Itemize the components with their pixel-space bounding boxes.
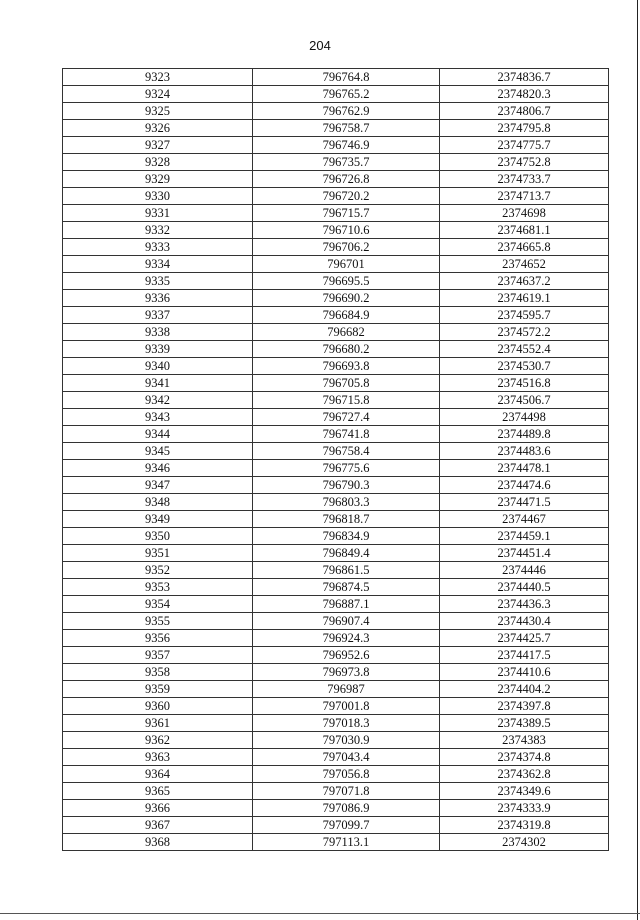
table-row bbox=[63, 222, 609, 239]
point-number-cell: 9336 bbox=[63, 290, 253, 307]
x-coordinate-cell: 796705.8 bbox=[253, 375, 440, 392]
point-number-cell: 9340 bbox=[63, 358, 253, 375]
x-coordinate-cell: 797071.8 bbox=[253, 783, 440, 800]
y-coordinate-cell: 2374446 bbox=[440, 562, 609, 579]
point-number-cell: 9363 bbox=[63, 749, 253, 766]
point-number-cell: 9327 bbox=[63, 137, 253, 154]
table-row bbox=[63, 375, 609, 392]
table-row bbox=[63, 290, 609, 307]
point-number-cell: 9368 bbox=[63, 834, 253, 851]
y-coordinate-cell: 2374506.7 bbox=[440, 392, 609, 409]
y-coordinate-cell: 2374619.1 bbox=[440, 290, 609, 307]
table-row bbox=[63, 698, 609, 715]
point-number-cell: 9344 bbox=[63, 426, 253, 443]
point-number-cell: 9355 bbox=[63, 613, 253, 630]
y-coordinate-cell: 2374471.5 bbox=[440, 494, 609, 511]
table-row bbox=[63, 545, 609, 562]
y-coordinate-cell: 2374530.7 bbox=[440, 358, 609, 375]
x-coordinate-cell: 796861.5 bbox=[253, 562, 440, 579]
x-coordinate-cell: 796715.7 bbox=[253, 205, 440, 222]
point-number-cell: 9358 bbox=[63, 664, 253, 681]
x-coordinate-cell: 796735.7 bbox=[253, 154, 440, 171]
y-coordinate-cell: 2374752.8 bbox=[440, 154, 609, 171]
x-coordinate-cell: 797099.7 bbox=[253, 817, 440, 834]
point-number-cell: 9353 bbox=[63, 579, 253, 596]
x-coordinate-cell: 797056.8 bbox=[253, 766, 440, 783]
table-row bbox=[63, 69, 609, 86]
point-number-cell: 9347 bbox=[63, 477, 253, 494]
y-coordinate-cell: 2374389.5 bbox=[440, 715, 609, 732]
table-row bbox=[63, 647, 609, 664]
y-coordinate-cell: 2374374.8 bbox=[440, 749, 609, 766]
page-number: 204 bbox=[309, 38, 331, 53]
x-coordinate-cell: 796680.2 bbox=[253, 341, 440, 358]
table-row bbox=[63, 477, 609, 494]
x-coordinate-cell: 797113.1 bbox=[253, 834, 440, 851]
y-coordinate-cell: 2374319.8 bbox=[440, 817, 609, 834]
point-number-cell: 9331 bbox=[63, 205, 253, 222]
point-number-cell: 9361 bbox=[63, 715, 253, 732]
table-row bbox=[63, 460, 609, 477]
y-coordinate-cell: 2374552.4 bbox=[440, 341, 609, 358]
point-number-cell: 9333 bbox=[63, 239, 253, 256]
x-coordinate-cell: 796727.4 bbox=[253, 409, 440, 426]
table-row bbox=[63, 358, 609, 375]
table-row bbox=[63, 341, 609, 358]
x-coordinate-cell: 796765.2 bbox=[253, 86, 440, 103]
table-row bbox=[63, 834, 609, 851]
x-coordinate-cell: 796775.6 bbox=[253, 460, 440, 477]
x-coordinate-cell: 796907.4 bbox=[253, 613, 440, 630]
x-coordinate-cell: 796706.2 bbox=[253, 239, 440, 256]
point-number-cell: 9335 bbox=[63, 273, 253, 290]
x-coordinate-cell: 796695.5 bbox=[253, 273, 440, 290]
x-coordinate-cell: 796834.9 bbox=[253, 528, 440, 545]
y-coordinate-cell: 2374383 bbox=[440, 732, 609, 749]
x-coordinate-cell: 796758.4 bbox=[253, 443, 440, 460]
x-coordinate-cell: 796710.6 bbox=[253, 222, 440, 239]
point-number-cell: 9324 bbox=[63, 86, 253, 103]
y-coordinate-cell: 2374451.4 bbox=[440, 545, 609, 562]
point-number-cell: 9359 bbox=[63, 681, 253, 698]
y-coordinate-cell: 2374637.2 bbox=[440, 273, 609, 290]
table-row bbox=[63, 171, 609, 188]
point-number-cell: 9332 bbox=[63, 222, 253, 239]
table-row bbox=[63, 409, 609, 426]
table-row bbox=[63, 324, 609, 341]
y-coordinate-cell: 2374425.7 bbox=[440, 630, 609, 647]
point-number-cell: 9348 bbox=[63, 494, 253, 511]
x-coordinate-cell: 797086.9 bbox=[253, 800, 440, 817]
point-number-cell: 9343 bbox=[63, 409, 253, 426]
x-coordinate-cell: 797030.9 bbox=[253, 732, 440, 749]
y-coordinate-cell: 2374652 bbox=[440, 256, 609, 273]
y-coordinate-cell: 2374333.9 bbox=[440, 800, 609, 817]
x-coordinate-cell: 796690.2 bbox=[253, 290, 440, 307]
table-row bbox=[63, 562, 609, 579]
point-number-cell: 9330 bbox=[63, 188, 253, 205]
y-coordinate-cell: 2374349.6 bbox=[440, 783, 609, 800]
point-number-cell: 9352 bbox=[63, 562, 253, 579]
y-coordinate-cell: 2374665.8 bbox=[440, 239, 609, 256]
y-coordinate-cell: 2374698 bbox=[440, 205, 609, 222]
x-coordinate-cell: 796746.9 bbox=[253, 137, 440, 154]
y-coordinate-cell: 2374795.8 bbox=[440, 120, 609, 137]
x-coordinate-cell: 797043.4 bbox=[253, 749, 440, 766]
table-row bbox=[63, 392, 609, 409]
x-coordinate-cell: 796973.8 bbox=[253, 664, 440, 681]
point-number-cell: 9365 bbox=[63, 783, 253, 800]
y-coordinate-cell: 2374467 bbox=[440, 511, 609, 528]
point-number-cell: 9325 bbox=[63, 103, 253, 120]
page-bottom-line bbox=[0, 913, 640, 914]
table-row bbox=[63, 579, 609, 596]
y-coordinate-cell: 2374436.3 bbox=[440, 596, 609, 613]
point-number-cell: 9326 bbox=[63, 120, 253, 137]
x-coordinate-cell: 797018.3 bbox=[253, 715, 440, 732]
y-coordinate-cell: 2374474.6 bbox=[440, 477, 609, 494]
point-number-cell: 9342 bbox=[63, 392, 253, 409]
table-row bbox=[63, 613, 609, 630]
y-coordinate-cell: 2374489.8 bbox=[440, 426, 609, 443]
table-row bbox=[63, 86, 609, 103]
point-number-cell: 9328 bbox=[63, 154, 253, 171]
point-number-cell: 9329 bbox=[63, 171, 253, 188]
table-row bbox=[63, 154, 609, 171]
x-coordinate-cell: 796803.3 bbox=[253, 494, 440, 511]
table-row bbox=[63, 239, 609, 256]
page-edge bbox=[637, 0, 638, 920]
y-coordinate-cell: 2374775.7 bbox=[440, 137, 609, 154]
table-row bbox=[63, 681, 609, 698]
y-coordinate-cell: 2374362.8 bbox=[440, 766, 609, 783]
y-coordinate-cell: 2374410.6 bbox=[440, 664, 609, 681]
y-coordinate-cell: 2374417.5 bbox=[440, 647, 609, 664]
x-coordinate-cell: 796952.6 bbox=[253, 647, 440, 664]
table-row bbox=[63, 511, 609, 528]
point-number-cell: 9367 bbox=[63, 817, 253, 834]
point-number-cell: 9362 bbox=[63, 732, 253, 749]
x-coordinate-cell: 796693.8 bbox=[253, 358, 440, 375]
point-number-cell: 9323 bbox=[63, 69, 253, 86]
point-number-cell: 9338 bbox=[63, 324, 253, 341]
table-row bbox=[63, 630, 609, 647]
table-row bbox=[63, 137, 609, 154]
y-coordinate-cell: 2374404.2 bbox=[440, 681, 609, 698]
y-coordinate-cell: 2374498 bbox=[440, 409, 609, 426]
point-number-cell: 9360 bbox=[63, 698, 253, 715]
point-number-cell: 9345 bbox=[63, 443, 253, 460]
table-row bbox=[63, 443, 609, 460]
table-row bbox=[63, 103, 609, 120]
y-coordinate-cell: 2374681.1 bbox=[440, 222, 609, 239]
table-row bbox=[63, 205, 609, 222]
point-number-cell: 9349 bbox=[63, 511, 253, 528]
x-coordinate-cell: 796715.8 bbox=[253, 392, 440, 409]
y-coordinate-cell: 2374806.7 bbox=[440, 103, 609, 120]
x-coordinate-cell: 796682 bbox=[253, 324, 440, 341]
table-row bbox=[63, 715, 609, 732]
table-row bbox=[63, 188, 609, 205]
point-number-cell: 9364 bbox=[63, 766, 253, 783]
table-row bbox=[63, 426, 609, 443]
x-coordinate-cell: 796818.7 bbox=[253, 511, 440, 528]
point-number-cell: 9339 bbox=[63, 341, 253, 358]
point-number-cell: 9354 bbox=[63, 596, 253, 613]
y-coordinate-cell: 2374430.4 bbox=[440, 613, 609, 630]
x-coordinate-cell: 796887.1 bbox=[253, 596, 440, 613]
y-coordinate-cell: 2374820.3 bbox=[440, 86, 609, 103]
table-row bbox=[63, 256, 609, 273]
y-coordinate-cell: 2374440.5 bbox=[440, 579, 609, 596]
x-coordinate-cell: 796790.3 bbox=[253, 477, 440, 494]
table-row bbox=[63, 800, 609, 817]
x-coordinate-cell: 796758.7 bbox=[253, 120, 440, 137]
x-coordinate-cell: 796874.5 bbox=[253, 579, 440, 596]
x-coordinate-cell: 796849.4 bbox=[253, 545, 440, 562]
y-coordinate-cell: 2374713.7 bbox=[440, 188, 609, 205]
table-row bbox=[63, 528, 609, 545]
x-coordinate-cell: 796720.2 bbox=[253, 188, 440, 205]
table-row bbox=[63, 766, 609, 783]
x-coordinate-cell: 796741.8 bbox=[253, 426, 440, 443]
point-number-cell: 9357 bbox=[63, 647, 253, 664]
table-row bbox=[63, 664, 609, 681]
table-row bbox=[63, 596, 609, 613]
y-coordinate-cell: 2374459.1 bbox=[440, 528, 609, 545]
y-coordinate-cell: 2374302 bbox=[440, 834, 609, 851]
y-coordinate-cell: 2374572.2 bbox=[440, 324, 609, 341]
y-coordinate-cell: 2374478.1 bbox=[440, 460, 609, 477]
y-coordinate-cell: 2374483.6 bbox=[440, 443, 609, 460]
point-number-cell: 9341 bbox=[63, 375, 253, 392]
y-coordinate-cell: 2374397.8 bbox=[440, 698, 609, 715]
table-row bbox=[63, 307, 609, 324]
table-row bbox=[63, 749, 609, 766]
point-number-cell: 9356 bbox=[63, 630, 253, 647]
point-number-cell: 9366 bbox=[63, 800, 253, 817]
x-coordinate-cell: 796701 bbox=[253, 256, 440, 273]
y-coordinate-cell: 2374595.7 bbox=[440, 307, 609, 324]
y-coordinate-cell: 2374733.7 bbox=[440, 171, 609, 188]
y-coordinate-cell: 2374836.7 bbox=[440, 69, 609, 86]
table-row bbox=[63, 120, 609, 137]
coordinates-table bbox=[62, 68, 609, 851]
table-row bbox=[63, 732, 609, 749]
table-row bbox=[63, 273, 609, 290]
point-number-cell: 9334 bbox=[63, 256, 253, 273]
x-coordinate-cell: 796684.9 bbox=[253, 307, 440, 324]
x-coordinate-cell: 796924.3 bbox=[253, 630, 440, 647]
x-coordinate-cell: 797001.8 bbox=[253, 698, 440, 715]
point-number-cell: 9346 bbox=[63, 460, 253, 477]
x-coordinate-cell: 796764.8 bbox=[253, 69, 440, 86]
coordinates-table-body bbox=[63, 69, 609, 851]
x-coordinate-cell: 796762.9 bbox=[253, 103, 440, 120]
y-coordinate-cell: 2374516.8 bbox=[440, 375, 609, 392]
point-number-cell: 9350 bbox=[63, 528, 253, 545]
table-row bbox=[63, 494, 609, 511]
x-coordinate-cell: 796987 bbox=[253, 681, 440, 698]
x-coordinate-cell: 796726.8 bbox=[253, 171, 440, 188]
point-number-cell: 9337 bbox=[63, 307, 253, 324]
table-row bbox=[63, 783, 609, 800]
point-number-cell: 9351 bbox=[63, 545, 253, 562]
table-row bbox=[63, 817, 609, 834]
